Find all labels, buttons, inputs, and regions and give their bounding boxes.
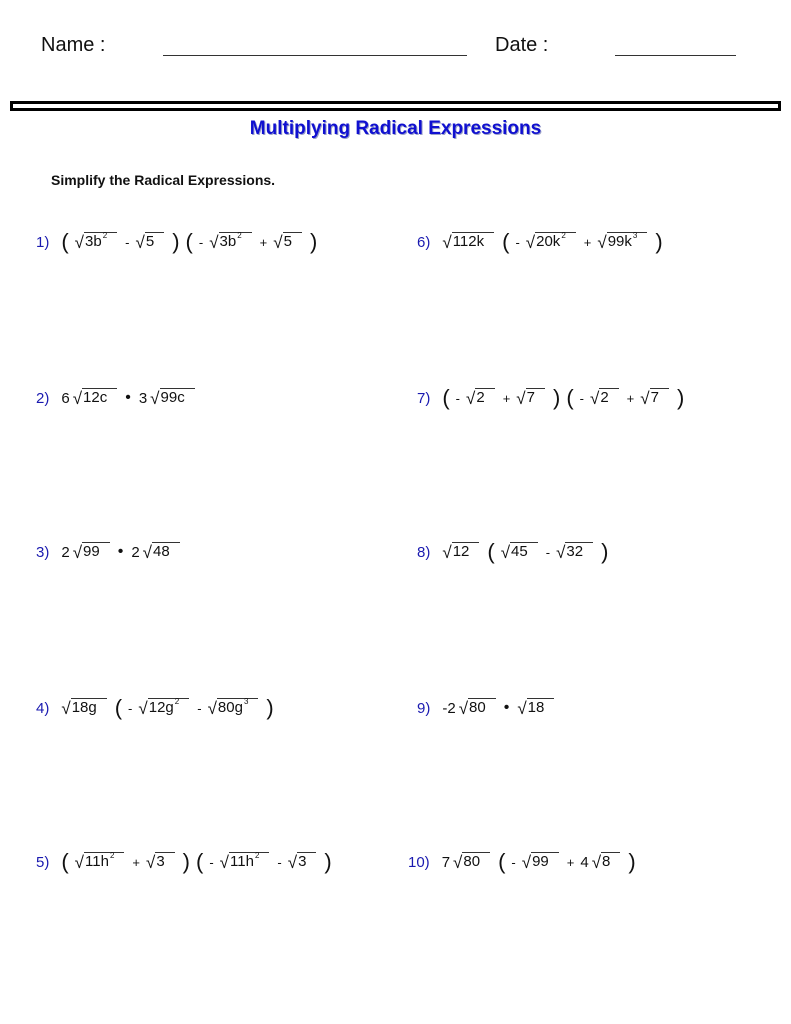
radical [592, 853, 621, 872]
radical [590, 389, 619, 408]
square-root-icon: √ [556, 543, 566, 563]
square-root-icon: √ [209, 233, 219, 253]
date-label: Date : [495, 34, 549, 56]
radical [74, 850, 125, 873]
radical [640, 389, 669, 408]
square-root-icon: √ [521, 853, 532, 873]
radical [209, 230, 251, 253]
radical [522, 853, 559, 872]
parenthesis: ) [324, 849, 332, 874]
radicand: 80 [462, 852, 490, 871]
radicand: $12g^2$ [148, 698, 189, 717]
square-root-icon: √ [442, 543, 452, 563]
parenthesis: ( [114, 695, 123, 720]
parenthesis: ( [442, 385, 450, 410]
problem-number: 3) [36, 543, 50, 561]
radical [288, 853, 317, 872]
operator: + [502, 390, 511, 406]
radicand: 12c [82, 388, 117, 407]
square-root-icon: √ [207, 699, 217, 719]
radicand: $11h^2$ [229, 852, 269, 871]
radical [442, 543, 479, 562]
radical [138, 696, 189, 719]
coefficient: 6 [61, 389, 70, 407]
radical [453, 853, 490, 872]
radicand: 12 [452, 542, 480, 561]
radicand: $80g^3$ [217, 698, 258, 717]
operator: - [511, 854, 516, 870]
problem-number: 5) [36, 853, 50, 871]
radicand: $99k^3$ [607, 232, 648, 251]
parenthesis: ( [487, 539, 495, 564]
parenthesis: ( [61, 849, 69, 874]
radicand: 32 [565, 542, 593, 561]
parenthesis: ) [309, 229, 318, 254]
parenthesis: ) [676, 385, 685, 410]
square-root-icon: √ [591, 853, 602, 873]
square-root-icon: √ [74, 853, 85, 873]
radicand: 5 [145, 232, 164, 251]
parenthesis: ( [566, 385, 574, 410]
problem-number: 8) [417, 543, 431, 561]
parenthesis: ( [502, 229, 510, 254]
square-root-icon: √ [72, 389, 83, 409]
coefficient: 4 [580, 853, 589, 871]
square-root-icon: √ [145, 853, 156, 873]
radical [150, 389, 195, 408]
date-field-line[interactable] [615, 55, 736, 56]
square-root-icon: √ [142, 543, 153, 563]
radical [466, 389, 495, 408]
instructions: Simplify the Radical Expressions. [51, 172, 276, 188]
radicand: 80 [468, 698, 496, 717]
operator: + [132, 854, 140, 870]
coefficient: 3 [138, 389, 148, 407]
header-divider [10, 101, 781, 111]
square-root-icon: √ [74, 233, 85, 253]
radicand: 99c [160, 388, 195, 407]
radicand: 3 [155, 852, 174, 871]
operator: + [566, 854, 575, 870]
radical [219, 850, 270, 873]
exponent: 3 [632, 230, 638, 240]
radicand: 99 [82, 542, 110, 561]
problem-number: 6) [417, 233, 431, 251]
radical [143, 543, 180, 562]
parenthesis: ) [601, 539, 609, 564]
radicand: 112k [452, 232, 494, 251]
operator: - [209, 854, 214, 870]
radicand: 5 [283, 232, 302, 251]
radicand: 18g [71, 698, 107, 717]
parenthesis: ) [172, 229, 180, 254]
problem-number: 4) [36, 699, 50, 717]
square-root-icon: √ [135, 233, 145, 253]
square-root-icon: √ [72, 543, 83, 563]
problem-5 [36, 847, 338, 877]
exponent: 2 [174, 696, 180, 706]
parenthesis: ( [196, 849, 204, 874]
name-label: Name : [41, 34, 106, 56]
radical [525, 230, 576, 253]
square-root-icon: √ [61, 699, 71, 719]
operator: - [198, 234, 204, 250]
square-root-icon: √ [500, 543, 511, 563]
radicand: $20k^2$ [535, 232, 576, 251]
square-root-icon: √ [150, 389, 160, 409]
problem-3 [36, 537, 188, 567]
parenthesis: ) [182, 849, 190, 874]
operator: - [128, 700, 133, 716]
square-root-icon: √ [219, 853, 230, 873]
problem-number: 2) [36, 389, 50, 407]
coefficient: -2 [442, 699, 456, 717]
operator: - [197, 700, 202, 716]
exponent: 2 [561, 230, 566, 240]
radical [73, 543, 110, 562]
parenthesis: ( [185, 229, 193, 254]
radical [516, 389, 545, 408]
parenthesis: ) [552, 385, 561, 410]
square-root-icon: √ [525, 233, 536, 253]
square-root-icon: √ [640, 389, 650, 409]
problem-number: 9) [417, 699, 431, 717]
exponent: 2 [237, 230, 242, 240]
radical [74, 230, 117, 253]
square-root-icon: √ [517, 699, 527, 719]
radicand: $11h^2$ [84, 852, 124, 871]
square-root-icon: √ [442, 233, 452, 253]
operator: - [277, 854, 282, 870]
exponent: 2 [102, 230, 108, 240]
coefficient: 7 [441, 853, 451, 871]
name-field-line[interactable] [163, 55, 467, 56]
parenthesis: ( [61, 229, 69, 254]
square-root-icon: √ [287, 853, 298, 873]
square-root-icon: √ [458, 699, 469, 719]
radical [207, 696, 259, 719]
square-root-icon: √ [597, 233, 607, 253]
coefficient: 2 [131, 543, 140, 561]
exponent: 2 [254, 850, 260, 860]
problem-4 [36, 693, 280, 723]
radical [597, 230, 647, 253]
multiply-dot-icon: • [503, 699, 510, 716]
radical [459, 699, 496, 718]
square-root-icon: √ [466, 389, 476, 409]
square-root-icon: √ [138, 699, 148, 719]
parenthesis: ) [628, 849, 636, 874]
operator: - [455, 390, 461, 406]
radicand: $3b^2$ [219, 232, 252, 251]
radicand: 7 [650, 388, 669, 407]
operator: + [259, 234, 268, 250]
square-root-icon: √ [273, 233, 283, 253]
exponent: 2 [109, 850, 115, 860]
worksheet-title: Multiplying Radical Expressions [249, 118, 542, 139]
radicand: 2 [475, 388, 494, 407]
radical [556, 543, 593, 562]
radicand: 45 [510, 542, 538, 561]
problem-number: 10) [408, 853, 430, 871]
problem-2 [36, 383, 203, 413]
operator: - [515, 234, 520, 250]
radical [442, 233, 494, 252]
parenthesis: ) [266, 695, 274, 720]
operator: - [579, 390, 584, 406]
radicand: 7 [526, 388, 545, 407]
radicand: 99 [531, 852, 559, 871]
radical [273, 233, 302, 252]
parenthesis: ) [655, 229, 663, 254]
operator: + [626, 390, 635, 406]
square-root-icon: √ [516, 389, 526, 409]
radical [501, 543, 538, 562]
multiply-dot-icon: • [117, 543, 124, 560]
problem-7 [417, 383, 690, 413]
header [0, 34, 791, 64]
parenthesis: ( [498, 849, 506, 874]
problem-number: 1) [36, 233, 50, 251]
problem-8 [417, 537, 614, 567]
radical [61, 699, 106, 718]
coefficient: 2 [61, 543, 70, 561]
exponent: 3 [243, 696, 249, 706]
radical [136, 233, 165, 252]
square-root-icon: √ [589, 389, 600, 409]
problem-6 [417, 227, 669, 257]
radical [73, 389, 118, 408]
radical [517, 699, 554, 718]
radical [146, 853, 175, 872]
square-root-icon: √ [453, 853, 463, 873]
operator: - [545, 544, 551, 560]
multiply-dot-icon: • [125, 389, 131, 406]
operator: - [125, 234, 130, 250]
problem-9 [417, 693, 562, 723]
radicand: 48 [152, 542, 180, 561]
operator: + [583, 234, 592, 250]
radicand: 18 [527, 698, 555, 717]
radicand: $3b^2$ [84, 232, 117, 251]
radicand: 3 [297, 852, 316, 871]
problem-1 [36, 227, 323, 257]
problem-number: 7) [417, 389, 431, 407]
problem-10 [408, 847, 642, 877]
radicand: 8 [601, 852, 620, 871]
radicand: 2 [599, 388, 618, 407]
